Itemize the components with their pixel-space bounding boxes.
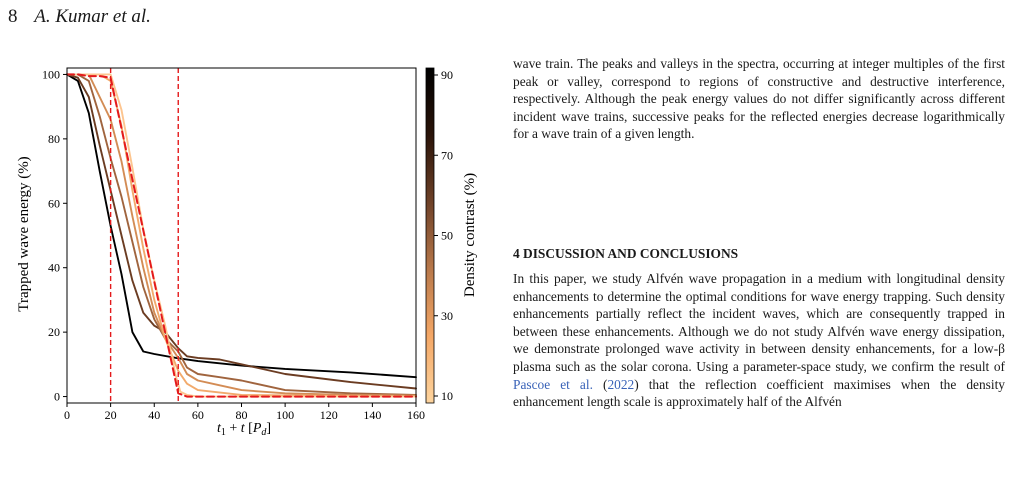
colorbar-tick-label: 10	[441, 389, 453, 403]
y-tick-label: 40	[48, 260, 60, 275]
y-tick-label: 80	[48, 131, 60, 146]
x-tick-label: 100	[276, 408, 295, 422]
y-tick-label: 20	[48, 325, 60, 340]
series-line-dashed	[67, 74, 416, 396]
colorbar-tick-label: 70	[441, 148, 453, 163]
x-tick-label: 160	[407, 408, 425, 422]
paragraph-continuation: wave train. The peaks and valleys in the spectra, occurring at integer multiples of the first peak or valley, correspond to regions of constructive and destructive interference, respectively. Although the peak energy values do not differ significantly across different incident wave trains, successive peaks for the reflected energies decrease logarithmically for a wave train of a given length.	[513, 56, 1005, 142]
citation-author-link[interactable]: Pascoe et al.	[513, 376, 593, 392]
x-tick-label: 120	[319, 408, 338, 422]
section-heading: 4 DISCUSSION AND CONCLUSIONS	[513, 246, 739, 261]
citation-year-link[interactable]: 2022	[607, 376, 635, 392]
x-tick-label: 40	[148, 408, 161, 422]
y-tick-label: 100	[42, 67, 60, 82]
page-number: 8	[8, 6, 18, 27]
x-tick-label: 60	[191, 408, 204, 422]
colorbar-label: Density contrast (%)	[462, 172, 478, 298]
colorbar-tick-label: 90	[441, 68, 453, 82]
x-tick-label: 20	[104, 408, 117, 422]
running-authors: A. Kumar et al.	[34, 6, 151, 27]
x-tick-label: 140	[363, 408, 382, 422]
paragraph-discussion: In this paper, we study Alfvén wave propagation in a medium with longitudinal density enhancements to determine the optimal conditions for wave energy trapping. Such density enhancements partially reflect the incident waves, which are consequently trapped in between these enhancements. Although we do not study Alfvén wave energy dissipation, we demonstrate prolonged wave activity in between density enhancements, for a low-β plasma such as the solar corona. Using a parameter-space study, we confirm the result of Pascoe et al. (2022) that the reflection coefficient maximises when the density enhancement length scale is approximately half of the Alfvén	[513, 271, 1005, 410]
trapped-energy-figure	[0, 0, 510, 492]
series-group	[67, 74, 416, 396]
y-tick-label: 60	[48, 196, 60, 211]
x-tick-label: 80	[235, 408, 248, 422]
colorbar	[426, 68, 434, 403]
colorbar-tick-label: 30	[441, 308, 453, 323]
y-axis-label: Trapped wave energy (%)	[16, 156, 32, 312]
colorbar-tick-label: 50	[441, 228, 453, 243]
y-tick-label: 0	[54, 389, 60, 404]
x-tick-label: 0	[64, 408, 70, 422]
x-axis-label: $t_1 + t$ $[P_d]$	[216, 421, 272, 438]
